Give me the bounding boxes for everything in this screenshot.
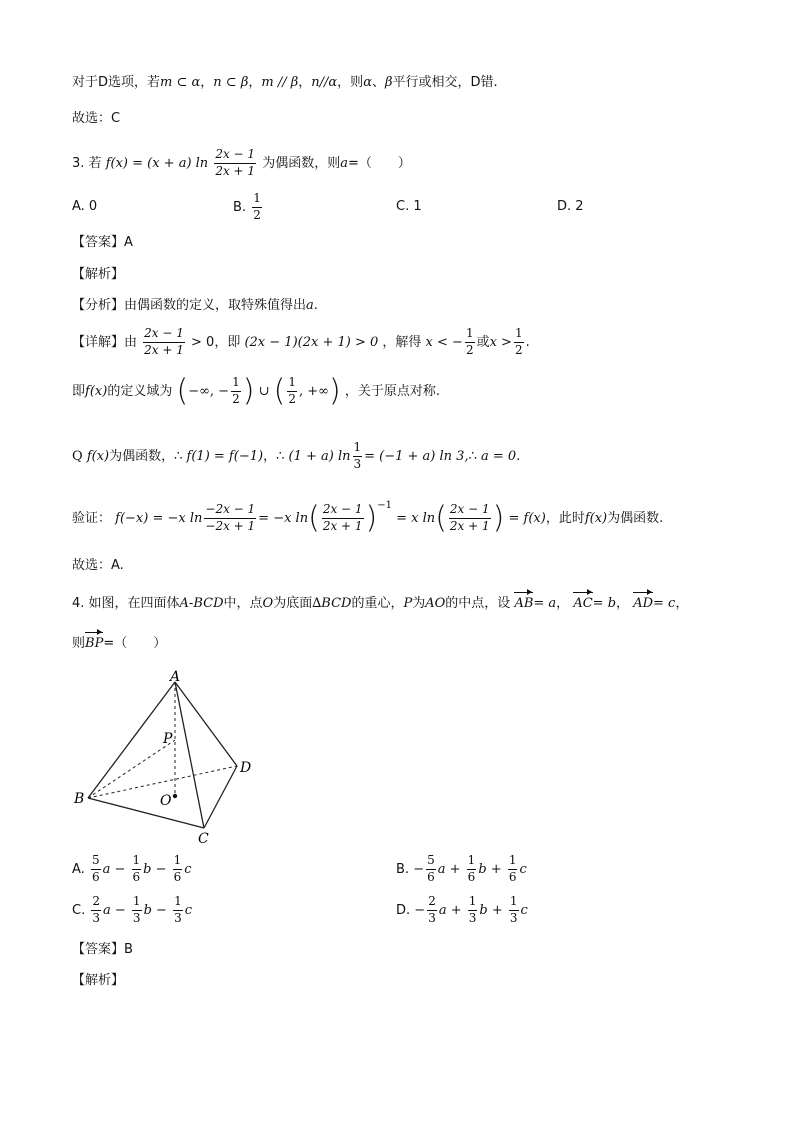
math: m ⊂ α	[160, 75, 201, 90]
text: ，	[200, 75, 214, 90]
math: β	[384, 75, 393, 90]
fraction: $\frac{1}{2}$	[232, 375, 240, 406]
q3-choice-b	[233, 192, 264, 223]
math: a = 0	[481, 448, 517, 464]
fraction: $\frac{1}{2}$	[514, 326, 523, 357]
jiexi-label: 【解析】	[72, 267, 125, 282]
answer-label: 【答案】B	[72, 942, 133, 957]
fraction: $\frac{2x - 1}{2x + 1}$	[215, 147, 256, 178]
math: ∆BCD	[312, 596, 352, 611]
text: 【分析】由偶函数的定义，取特殊值得出	[72, 298, 307, 313]
text: 的重心，	[351, 596, 404, 611]
text: 的定义域为	[107, 383, 173, 399]
math: f(x) = (x + a) ln	[105, 155, 209, 171]
text: 平行或相交，D错.	[392, 75, 498, 90]
text: 为偶函数，	[109, 448, 175, 464]
label-d: D	[240, 760, 252, 776]
text: 验证：	[72, 511, 112, 526]
text: ，解得	[382, 334, 422, 350]
text: =（ ）	[347, 155, 411, 171]
text: 为底面	[273, 596, 313, 611]
math: , +∞	[298, 383, 329, 399]
text: 则	[72, 636, 86, 651]
text: ∴	[468, 448, 477, 464]
d-option-analysis	[72, 76, 498, 89]
vector: AD	[633, 596, 653, 611]
math: (1 + a) ln	[288, 448, 351, 464]
verify-line: 验证： f(−x) = −x ln $\frac{-2x - 1}{-2x + 1}$ = −x ln( $\frac{2x - 1}{2x + 1}$ )$^{-1}$ = x ln( $\frac{2x - 1}{2x + 1}$ ) = f(x)，此时f(x)为偶函数.	[72, 500, 664, 536]
math: = b	[592, 596, 617, 611]
math: x < −	[425, 334, 463, 350]
math: −∞, −	[188, 383, 230, 399]
math: m // β	[261, 75, 299, 90]
text: 为偶函数，则	[262, 155, 341, 171]
q4-choice-a: A. $\frac{5}{6}$ a − $\frac{1}{6}$ b − $\frac{1}{6}$ c	[72, 853, 192, 884]
math: n ⊂ β	[213, 75, 249, 90]
edge-ad	[175, 682, 237, 766]
edge-ab	[88, 682, 175, 798]
math: x >	[489, 334, 512, 350]
domain-line: 即f(x)的定义域为 (−∞, − $\frac{1}{2}$ ) ∪ ( $\frac{1}{2}$ , +∞) ，关于原点对称.	[72, 373, 440, 409]
math: = f(x)	[508, 511, 546, 526]
label-p: P	[163, 731, 173, 747]
q4-choice-b: B. − $\frac{5}{6}$ a + $\frac{1}{6}$ b + $\frac{1}{6}$ c	[396, 853, 527, 884]
edge-bc	[88, 798, 204, 828]
analysis-line	[72, 299, 318, 312]
math: A-BCD	[179, 596, 224, 611]
math: P	[403, 596, 413, 611]
text: 【详解】由	[72, 334, 138, 350]
edge-cd	[204, 766, 237, 828]
math: f(x)	[85, 383, 108, 399]
math: ∪	[258, 383, 270, 399]
fraction: $\frac{1}{2}$	[465, 326, 474, 357]
text: .	[313, 298, 318, 313]
text: ∴	[174, 448, 183, 464]
text: 4. 如图，在四面体	[72, 596, 180, 611]
question-4-line2	[72, 637, 166, 650]
text: ，则	[337, 75, 364, 90]
math: (2x − 1)(2x + 1) > 0	[244, 334, 379, 350]
fraction: $\frac{2x - 1}{2x + 1}$	[449, 502, 490, 533]
text: ，	[298, 75, 312, 90]
text: ，	[556, 596, 570, 611]
tetrahedron-figure	[72, 668, 272, 848]
text: 即	[72, 383, 86, 399]
math: Q	[72, 448, 83, 464]
vector: BP	[85, 636, 104, 651]
math: = x ln	[396, 511, 436, 526]
vector: AB	[514, 596, 534, 611]
math: f(x)	[86, 448, 110, 464]
text: ，	[248, 75, 262, 90]
text: 、	[371, 75, 385, 90]
text: 中，点	[223, 596, 263, 611]
text: ，	[675, 596, 689, 611]
math: = c	[653, 596, 676, 611]
text: 的中点，设	[445, 596, 511, 611]
question-4	[72, 597, 688, 610]
text: 为偶函数.	[607, 511, 664, 526]
answer-label: 【答案】A	[72, 235, 133, 250]
label-o: O	[160, 793, 172, 809]
math: f(1) = f(−1)	[186, 448, 264, 464]
math: a	[340, 155, 348, 171]
fraction: $\frac{2x - 1}{2x + 1}$	[144, 326, 184, 357]
text: =（ ）	[103, 636, 167, 651]
text: .	[525, 334, 530, 350]
label-a: A	[170, 669, 181, 685]
question-3	[72, 148, 411, 179]
fraction: $\frac{1}{2}$	[253, 191, 261, 222]
q4-choice-c: C. $\frac{2}{3}$ a − $\frac{1}{3}$ b − $\frac{1}{3}$ c	[72, 894, 192, 925]
text: > 0，即	[191, 334, 241, 350]
fraction: $\frac{1}{2}$	[288, 375, 296, 406]
text: 对于D选项，若	[72, 75, 161, 90]
fraction: $\frac{-2x - 1}{-2x + 1}$	[205, 502, 256, 533]
text: ，	[263, 448, 277, 464]
math: AO	[425, 596, 446, 611]
question-number: 3. 若	[72, 155, 102, 171]
q3-choice-c: C. 1	[396, 199, 422, 214]
even-line	[72, 441, 520, 472]
fraction: $\frac{2x - 1}{2x + 1}$	[322, 502, 363, 533]
q3-choice-a: A. 0	[72, 199, 98, 214]
math: a	[306, 298, 314, 313]
math: α	[363, 75, 372, 90]
math: = (−1 + a) ln 3,	[364, 448, 469, 464]
text: ，此时	[545, 511, 585, 526]
text: 为	[412, 596, 426, 611]
detail-line	[72, 327, 530, 358]
label-b: B	[74, 791, 85, 807]
exponent: −1	[377, 500, 393, 511]
jiexi-label: 【解析】	[72, 973, 125, 988]
q3-choice-d: D. 2	[557, 199, 584, 214]
text: ，	[616, 596, 630, 611]
segment-bp	[88, 740, 175, 798]
math: f(x)	[584, 511, 608, 526]
fraction: $\frac{1}{3}$	[353, 440, 362, 471]
text: ，关于原点对称.	[344, 383, 440, 399]
math: = −x ln	[258, 511, 309, 526]
edge-ac	[175, 682, 204, 828]
math: O	[262, 596, 274, 611]
point-o	[173, 794, 177, 798]
math: n//α	[311, 75, 338, 90]
label: B.	[233, 199, 247, 215]
final-answer: 故选：A.	[72, 558, 124, 573]
text: ∴	[276, 448, 285, 464]
q4-choice-d: D. − $\frac{2}{3}$ a + $\frac{1}{3}$ b + $\frac{1}{3}$ c	[396, 894, 528, 925]
math: = a	[533, 596, 557, 611]
previous-answer: 故选：C	[72, 111, 121, 126]
label-c: C	[198, 831, 209, 847]
vector: AC	[573, 596, 593, 611]
math: f(−x) = −x ln	[115, 511, 203, 526]
text: 或	[476, 334, 490, 350]
text: .	[516, 448, 521, 464]
